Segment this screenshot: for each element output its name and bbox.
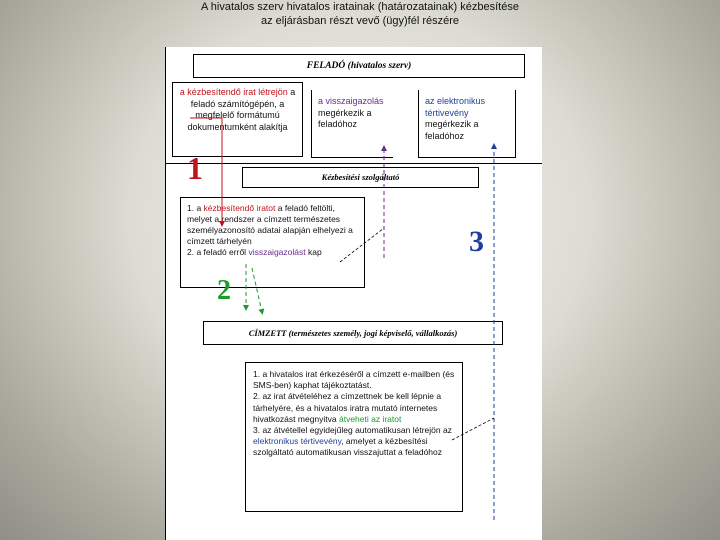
recipient-step-3-highlight: elektronikus tértivevény — [253, 436, 342, 447]
title-line-1: A hivatalos szerv hivatalos iratainak (határozatainak) kézbesítése — [201, 1, 519, 13]
service-step-1-highlight: kézbesítendő iratot — [203, 203, 276, 213]
upload-arrow — [190, 118, 222, 224]
return-receipt-pointer-line — [452, 418, 494, 440]
step-number-3: 3 — [469, 225, 484, 258]
recipient-step-3-text: 3. az átvétellel egyidejűleg automatikusan létrejön az — [253, 425, 452, 436]
confirmation-highlight: a visszaigazolás — [318, 96, 384, 106]
service-provider-header: Kézbesítési szolgáltató — [242, 167, 479, 188]
recipient-step-2-text: 2. az irat átvételéhez a címzettnek be kell lépnie a tárhelyére, és a hivatalos iratra mutató internetes hivatkozást megnyitva — [253, 391, 442, 424]
sender-header: FELADÓ (hivatalos szerv) — [193, 54, 525, 78]
service-step-1-prefix: 1. a — [187, 203, 204, 213]
service-step-2-highlight: visszaigazolást — [248, 247, 306, 257]
document-created-text: a feladó számítógépén, a megfelelő formátumú dokumentumként alakítja — [187, 87, 296, 132]
document-created-highlight: a kézbesítendő irat létrejön — [179, 87, 288, 97]
confirmation-pointer-line — [340, 228, 384, 262]
notification-arrow-right — [252, 268, 262, 312]
step-number-1: 1 — [187, 150, 203, 186]
title-line-2: az eljárásban részt vevő (ügy)fél részére — [260, 15, 460, 27]
service-step-2-text: kap — [305, 247, 322, 257]
confirmation-text: megérkezik a feladóhoz — [318, 107, 372, 129]
service-step-2-prefix: 2. a feladó erről — [187, 247, 249, 257]
recipient-step-1: 1. a hivatalos irat érkezéséről a címzett e-mailben (és SMS-ben) kaphat tájékoztatást. — [253, 369, 455, 391]
step-number-2: 2 — [217, 275, 231, 306]
recipient-header: CÍMZETT (természetes személy, jogi képviselő, vállalkozás) — [203, 321, 503, 345]
recipient-step-3-rest: , amelyet a kézbesítési szolgáltató automatikusan visszajuttat a feladóhoz — [253, 436, 443, 458]
return-receipt-text: megérkezik a feladóhoz — [425, 119, 479, 141]
return-receipt-highlight: az elektronikus tértivevény — [425, 96, 486, 118]
recipient-step-2-highlight: átveheti az iratot — [338, 413, 402, 424]
service-step-1-text: a feladó feltölti, melyet a rendszer a címzett természetes személyazonosító adatai alapján elhelyezi a címzett tárhelyén — [187, 203, 353, 246]
